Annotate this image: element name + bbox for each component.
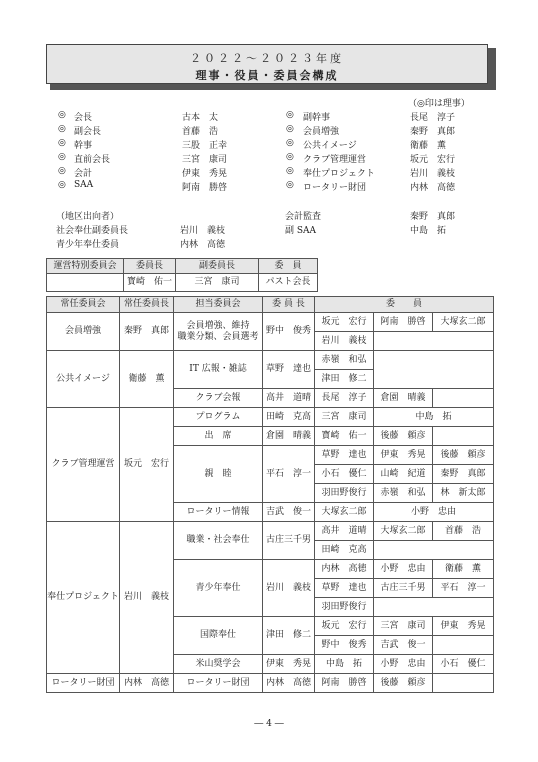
header-cell: 常任委員長 bbox=[120, 297, 174, 313]
officer-role: 会員増強 bbox=[303, 127, 340, 137]
officer-name: 秦野 真郎 bbox=[410, 127, 456, 137]
member-cell: 大塚玄二郎 bbox=[315, 503, 374, 522]
member-cell: 衛藤 薫 bbox=[433, 560, 494, 579]
director-mark: ◎ bbox=[58, 138, 66, 148]
member-cell: 小野 忠由 bbox=[374, 560, 433, 579]
table-row bbox=[47, 674, 494, 693]
member-cell bbox=[433, 389, 494, 408]
member-cell: 山崎 紀道 bbox=[374, 465, 433, 484]
sub-committee-cell bbox=[174, 313, 263, 351]
member-cell: 寳崎 佑一 bbox=[315, 427, 374, 446]
director-mark: ◎ bbox=[286, 124, 294, 134]
table-row bbox=[47, 408, 494, 427]
member-cell: 吉武 俊一 bbox=[374, 636, 433, 655]
member-cell: 大塚玄二郎 bbox=[374, 522, 433, 541]
member-cell: 坂元 宏行 bbox=[315, 313, 374, 332]
director-mark: ◎ bbox=[58, 180, 66, 190]
sub-committee-cell: プログラム bbox=[174, 408, 263, 427]
member-cell bbox=[433, 427, 494, 446]
sub-chair-cell: 田崎 克高 bbox=[263, 408, 315, 427]
member-cell: 内林 高徳 bbox=[315, 560, 374, 579]
sub-committee-cell: ロータリー情報 bbox=[174, 503, 263, 522]
officer-name: 衛藤 薫 bbox=[410, 141, 447, 151]
committee-cell: ロータリー財団 bbox=[47, 674, 120, 693]
header-cell: 委 員 bbox=[315, 297, 494, 313]
special-committee-table bbox=[46, 258, 318, 292]
table-row bbox=[47, 351, 494, 370]
sub-chair-cell: 倉園 晴義 bbox=[263, 427, 315, 446]
title-main: 理事・役員・委員会構成 bbox=[195, 69, 339, 82]
director-mark: ◎ bbox=[286, 166, 294, 176]
officer-role: 副会長 bbox=[74, 127, 102, 137]
sub-chair-cell: 古庄三千男 bbox=[263, 522, 315, 560]
officer-name: 岩川 義枝 bbox=[410, 169, 456, 179]
table-cell: 寳崎 佑一 bbox=[124, 274, 176, 292]
district-role-1: 社会奉仕副委員長 bbox=[56, 226, 129, 236]
member-cell: 古庄三千男 bbox=[374, 579, 433, 598]
member-cell: 三宮 康司 bbox=[374, 617, 433, 636]
sub-committee-cell: 親 睦 bbox=[174, 446, 263, 503]
district-heading: （地区出向者） bbox=[56, 212, 120, 222]
table-cell: パスト会長 bbox=[259, 274, 318, 292]
sub-chair-cell: 高井 道晴 bbox=[263, 389, 315, 408]
sub-chair-cell: 草野 達也 bbox=[263, 351, 315, 389]
member-cell: 坂元 宏行 bbox=[315, 617, 374, 636]
officer-name: 三股 正幸 bbox=[182, 141, 228, 151]
officer-name: 内林 高徳 bbox=[410, 183, 456, 193]
member-cell bbox=[433, 636, 494, 655]
officer-role: 幹事 bbox=[74, 141, 93, 151]
district-name-2: 内林 高徳 bbox=[180, 240, 226, 250]
member-cell: 野中 俊秀 bbox=[315, 636, 374, 655]
title-box bbox=[46, 44, 488, 84]
member-cell bbox=[374, 332, 494, 351]
district-role-2: 青少年奉仕委員 bbox=[56, 240, 120, 250]
sub-committee-line: 会員増強、維持 bbox=[186, 320, 250, 331]
title-block bbox=[46, 44, 492, 90]
chair-cell: 坂元 宏行 bbox=[120, 408, 174, 522]
sub-committee-cell: 職業・社会奉仕 bbox=[174, 522, 263, 560]
sub-chair-cell: 野中 俊秀 bbox=[263, 313, 315, 351]
page-number: ― 4 ― bbox=[254, 719, 284, 729]
member-cell: 秦野 真郎 bbox=[433, 465, 494, 484]
header-cell: 委 員 長 bbox=[263, 297, 315, 313]
member-cell: 草野 達也 bbox=[315, 579, 374, 598]
member-cell: 大塚玄二郎 bbox=[433, 313, 494, 332]
member-cell: 阿南 勝啓 bbox=[374, 313, 433, 332]
sub-chair-cell: 岩川 義枝 bbox=[263, 560, 315, 617]
standing-committee-table bbox=[46, 296, 494, 693]
member-cell: 岩川 義枝 bbox=[315, 332, 374, 351]
officer-name: 阿南 勝啓 bbox=[182, 183, 228, 193]
director-mark: ◎ bbox=[286, 138, 294, 148]
director-mark: ◎ bbox=[58, 110, 66, 120]
vice-saa-role: 副 SAA bbox=[285, 226, 317, 236]
officer-role: クラブ管理運営 bbox=[303, 155, 367, 165]
member-cell: 津田 修二 bbox=[315, 370, 374, 389]
table-cell: 三宮 康司 bbox=[176, 274, 259, 292]
officer-role: 奉仕プロジェクト bbox=[303, 169, 375, 179]
member-cell: 小野 忠由 bbox=[374, 655, 433, 674]
member-cell: 後藤 頼彦 bbox=[374, 674, 433, 693]
table-row bbox=[47, 313, 494, 332]
header-cell: 委 員 bbox=[259, 259, 318, 274]
director-mark: ◎ bbox=[286, 180, 294, 190]
officer-role: 公共イメージ bbox=[303, 141, 357, 151]
officer-role: 会計 bbox=[74, 169, 93, 179]
vice-saa-name: 中島 拓 bbox=[410, 226, 447, 236]
member-cell: 中島 拓 bbox=[315, 655, 374, 674]
chair-cell: 秦野 真郎 bbox=[120, 313, 174, 351]
header-cell: 常任委員会 bbox=[47, 297, 120, 313]
member-cell: 高井 道晴 bbox=[315, 522, 374, 541]
member-cell: 平石 淳一 bbox=[433, 579, 494, 598]
auditor-name: 秦野 真郎 bbox=[410, 212, 456, 222]
officer-name: 長尾 淳子 bbox=[410, 113, 456, 123]
sub-chair-cell: 伊東 秀晃 bbox=[263, 655, 315, 674]
sub-committee-cell: IT 広報・雑誌 bbox=[174, 351, 263, 389]
committee-cell: 公共イメージ bbox=[47, 351, 120, 408]
chair-cell: 衛藤 薫 bbox=[120, 351, 174, 408]
member-cell: 後藤 頼彦 bbox=[374, 427, 433, 446]
member-cell: 小石 優仁 bbox=[433, 655, 494, 674]
officer-role: 直前会長 bbox=[74, 155, 111, 165]
member-cell: 伊東 秀晃 bbox=[374, 446, 433, 465]
officer-name: 三宮 康司 bbox=[182, 155, 228, 165]
sub-chair-cell: 内林 高徳 bbox=[263, 674, 315, 693]
sub-committee-cell: クラブ会報 bbox=[174, 389, 263, 408]
sub-committee-cell: 米山奨学会 bbox=[174, 655, 263, 674]
member-cell: 阿南 勝啓 bbox=[315, 674, 374, 693]
officer-name: 首藤 浩 bbox=[182, 127, 219, 137]
member-cell bbox=[433, 674, 494, 693]
member-cell bbox=[374, 598, 494, 617]
sub-committee-cell: ロータリー財団 bbox=[174, 674, 263, 693]
committee-cell: 奉仕プロジェクト bbox=[47, 522, 120, 674]
sub-committee-cell: 国際奉仕 bbox=[174, 617, 263, 655]
title-year: ２０２２～２０２３年度 bbox=[190, 52, 344, 65]
member-cell: 倉園 晴義 bbox=[374, 389, 433, 408]
member-cell: 三宮 康司 bbox=[315, 408, 374, 427]
member-cell: 小野 忠由 bbox=[374, 503, 494, 522]
member-cell: 田崎 克高 bbox=[315, 541, 374, 560]
officer-name: 古本 太 bbox=[182, 113, 219, 123]
sub-committee-cell: 出 席 bbox=[174, 427, 263, 446]
header-cell: 運営特別委員会 bbox=[47, 259, 124, 274]
member-cell: 羽田野俊行 bbox=[315, 484, 374, 503]
chair-cell: 岩川 義枝 bbox=[120, 522, 174, 674]
member-cell: 伊東 秀晃 bbox=[433, 617, 494, 636]
sub-committee-line: 職業分類、会員選考 bbox=[177, 331, 259, 342]
director-mark: ◎ bbox=[286, 152, 294, 162]
member-cell: 長尾 淳子 bbox=[315, 389, 374, 408]
header-cell: 副委員長 bbox=[176, 259, 259, 274]
header-cell: 担当委員会 bbox=[174, 297, 263, 313]
director-mark: ◎ bbox=[58, 124, 66, 134]
director-mark: ◎ bbox=[286, 110, 294, 120]
officer-name: 坂元 宏行 bbox=[410, 155, 456, 165]
director-mark: ◎ bbox=[58, 166, 66, 176]
director-mark: ◎ bbox=[58, 152, 66, 162]
member-cell: 後藤 頼彦 bbox=[433, 446, 494, 465]
member-cell: 草野 達也 bbox=[315, 446, 374, 465]
sub-committee-cell: 青少年奉仕 bbox=[174, 560, 263, 617]
officer-role: 副幹事 bbox=[303, 113, 331, 123]
director-note: （◎印は理事） bbox=[408, 99, 470, 109]
member-cell: 林 新太郎 bbox=[433, 484, 494, 503]
officer-role: ロータリー財団 bbox=[303, 183, 367, 193]
member-cell: 赤嶺 和弘 bbox=[374, 484, 433, 503]
officer-role: SAA bbox=[74, 180, 94, 190]
sub-chair-cell: 津田 修二 bbox=[263, 617, 315, 655]
chair-cell: 内林 高徳 bbox=[120, 674, 174, 693]
table-row bbox=[47, 522, 494, 541]
district-name-1: 岩川 義枝 bbox=[180, 226, 226, 236]
committee-cell: 会員増強 bbox=[47, 313, 120, 351]
sub-chair-cell: 平石 淳一 bbox=[263, 446, 315, 503]
member-cell: 中島 拓 bbox=[374, 408, 494, 427]
member-cell: 首藤 浩 bbox=[433, 522, 494, 541]
officer-role: 会長 bbox=[74, 113, 93, 123]
member-cell bbox=[374, 351, 494, 389]
member-cell: 小石 優仁 bbox=[315, 465, 374, 484]
officer-name: 伊東 秀晃 bbox=[182, 169, 228, 179]
auditor-role: 会計監査 bbox=[285, 212, 322, 222]
committee-cell: クラブ管理運営 bbox=[47, 408, 120, 522]
member-cell: 赤嶺 和弘 bbox=[315, 351, 374, 370]
member-cell bbox=[374, 541, 494, 560]
header-cell: 委員長 bbox=[124, 259, 176, 274]
member-cell: 羽田野俊行 bbox=[315, 598, 374, 617]
table-cell bbox=[47, 274, 124, 292]
sub-chair-cell: 吉武 俊一 bbox=[263, 503, 315, 522]
